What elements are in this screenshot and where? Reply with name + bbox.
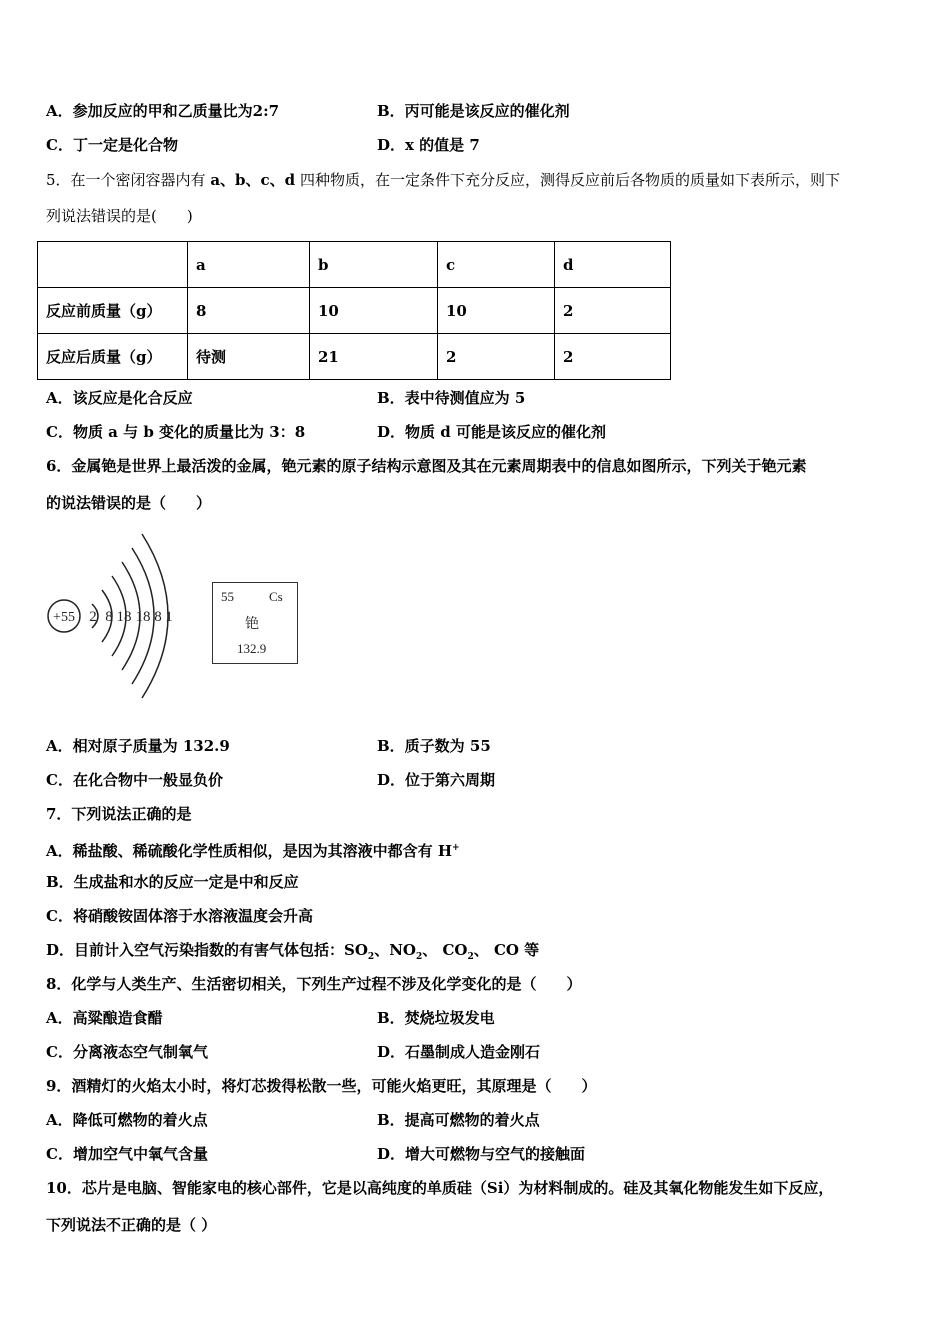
table-row [38, 334, 671, 380]
subscript: 2 [415, 952, 423, 962]
q5-stem-vars: a、b、c、d [210, 171, 296, 189]
q6-stem-line1: 6．金属铯是世界上最活泼的金属，铯元素的原子结构示意图及其在元素周期表中的信息如图所示，下列关于铯元素 [46, 457, 807, 475]
q5-option-b: B．表中待测值应为 5 [377, 389, 526, 407]
q9-option-c: C．增加空气中氧气含量 [46, 1145, 208, 1163]
table-cell: 21 [310, 334, 438, 380]
element-symbol: Cs [269, 589, 283, 604]
q9-option-b: B．提高可燃物的着火点 [377, 1111, 540, 1129]
shell-electron-count: 2 [89, 609, 97, 625]
q8-option-b: B．焚烧垃圾发电 [377, 1009, 495, 1027]
table-header-cell: b [310, 242, 438, 288]
q7-option-a [46, 838, 460, 861]
q7-option-a-text: A．稀盐酸、稀硫酸化学性质相似，是因为其溶液中都含有 H [46, 842, 453, 860]
table-cell: 8 [188, 288, 310, 334]
atom-structure-diagram [40, 528, 190, 706]
q6-option-a: A．相对原子质量为 132.9 [46, 737, 230, 755]
q7-d-part: 、 CO 等 [473, 941, 540, 959]
periodic-table-cell-cs [212, 582, 298, 664]
shell-electron-count: 18 [116, 609, 132, 625]
table-row [38, 242, 671, 288]
q8-stem: 8．化学与人类生产、生活密切相关，下列生产过程不涉及化学变化的是（ ） [46, 975, 582, 993]
q4-option-d: D．x 的值是 7 [377, 136, 480, 154]
q5-stem [46, 170, 840, 190]
shell-electron-count: 18 [135, 609, 151, 625]
q5-stem-pre: 5．在一个密闭容器内有 [46, 171, 211, 189]
q5-stem-line2: 列说法错误的是( ) [46, 207, 193, 225]
table-cell: 反应前质量（g） [38, 288, 188, 334]
table-cell: 2 [438, 334, 555, 380]
table-cell: 2 [555, 288, 671, 334]
q8-option-a: A．高粱酿造食醋 [46, 1009, 163, 1027]
table-row [38, 288, 671, 334]
table-cell: 10 [310, 288, 438, 334]
q4-option-b: B．丙可能是该反应的催化剂 [377, 102, 570, 120]
table-cell: 2 [555, 334, 671, 380]
shell-electron-count: 8 [105, 609, 113, 625]
q6-option-d: D．位于第六周期 [377, 771, 496, 789]
q10-stem-line1: 10．芯片是电脑、智能家电的核心部件，它是以高纯度的单质硅（Si）为材料制成的。硅及其氧化物能发生如下反应， [46, 1179, 834, 1197]
shell-electron-count: 8 [154, 609, 162, 625]
q6-option-c: C．在化合物中一般显负价 [46, 771, 223, 789]
atomic-mass: 132.9 [237, 641, 267, 656]
q4-option-a: A．参加反应的甲和乙质量比为2:7 [46, 102, 280, 120]
q8-option-c: C．分离液态空气制氧气 [46, 1043, 208, 1061]
table-cell: 10 [438, 288, 555, 334]
subscript: 2 [367, 952, 375, 962]
q4-option-c: C．丁一定是化合物 [46, 136, 178, 154]
q5-mass-table [37, 241, 671, 380]
charge-superscript: + [452, 843, 460, 853]
q5-option-d: D．物质 d 可能是该反应的催化剂 [377, 423, 606, 441]
q7-d-part: 、NO [374, 941, 416, 959]
q9-option-d: D．增大可燃物与空气的接触面 [377, 1145, 586, 1163]
table-cell: 反应后质量（g） [38, 334, 188, 380]
table-cell: 待测 [188, 334, 310, 380]
q7-option-d [46, 940, 539, 967]
q5-option-c: C．物质 a 与 b 变化的质量比为 3：8 [46, 423, 306, 441]
q6-stem-line2: 的说法错误的是（ ） [46, 494, 212, 512]
q5-stem-post: 四种物质，在一定条件下充分反应，测得反应前后各物质的质量如下表所示，则下 [295, 171, 840, 189]
nucleus-charge: +55 [53, 610, 75, 625]
q5-option-a: A．该反应是化合反应 [46, 389, 193, 407]
table-header-cell: c [438, 242, 555, 288]
atomic-number: 55 [221, 589, 234, 604]
q7-option-b: B．生成盐和水的反应一定是中和反应 [46, 873, 299, 891]
q9-stem: 9．酒精灯的火焰太小时，将灯芯拨得松散一些，可能火焰更旺，其原理是（ ） [46, 1077, 597, 1095]
q7-d-part: D．目前计入空气污染指数的有害气体包括：SO [46, 941, 368, 959]
q6-option-b: B．质子数为 55 [377, 737, 491, 755]
q7-d-part: 、 CO [422, 941, 468, 959]
q9-option-a: A．降低可燃物的着火点 [46, 1111, 208, 1129]
q10-stem-line2: 下列说法不正确的是（ ） [46, 1216, 217, 1234]
q8-option-d: D．石墨制成人造金刚石 [377, 1043, 541, 1061]
shell-electron-count: 1 [165, 609, 173, 625]
table-header-cell: a [188, 242, 310, 288]
table-header-cell: d [555, 242, 671, 288]
q7-stem: 7．下列说法正确的是 [46, 805, 192, 823]
subscript: 2 [467, 952, 474, 962]
table-header-cell [38, 242, 188, 288]
element-name: 铯 [245, 617, 259, 632]
q7-option-c: C．将硝酸铵固体溶于水溶液温度会升高 [46, 907, 313, 925]
